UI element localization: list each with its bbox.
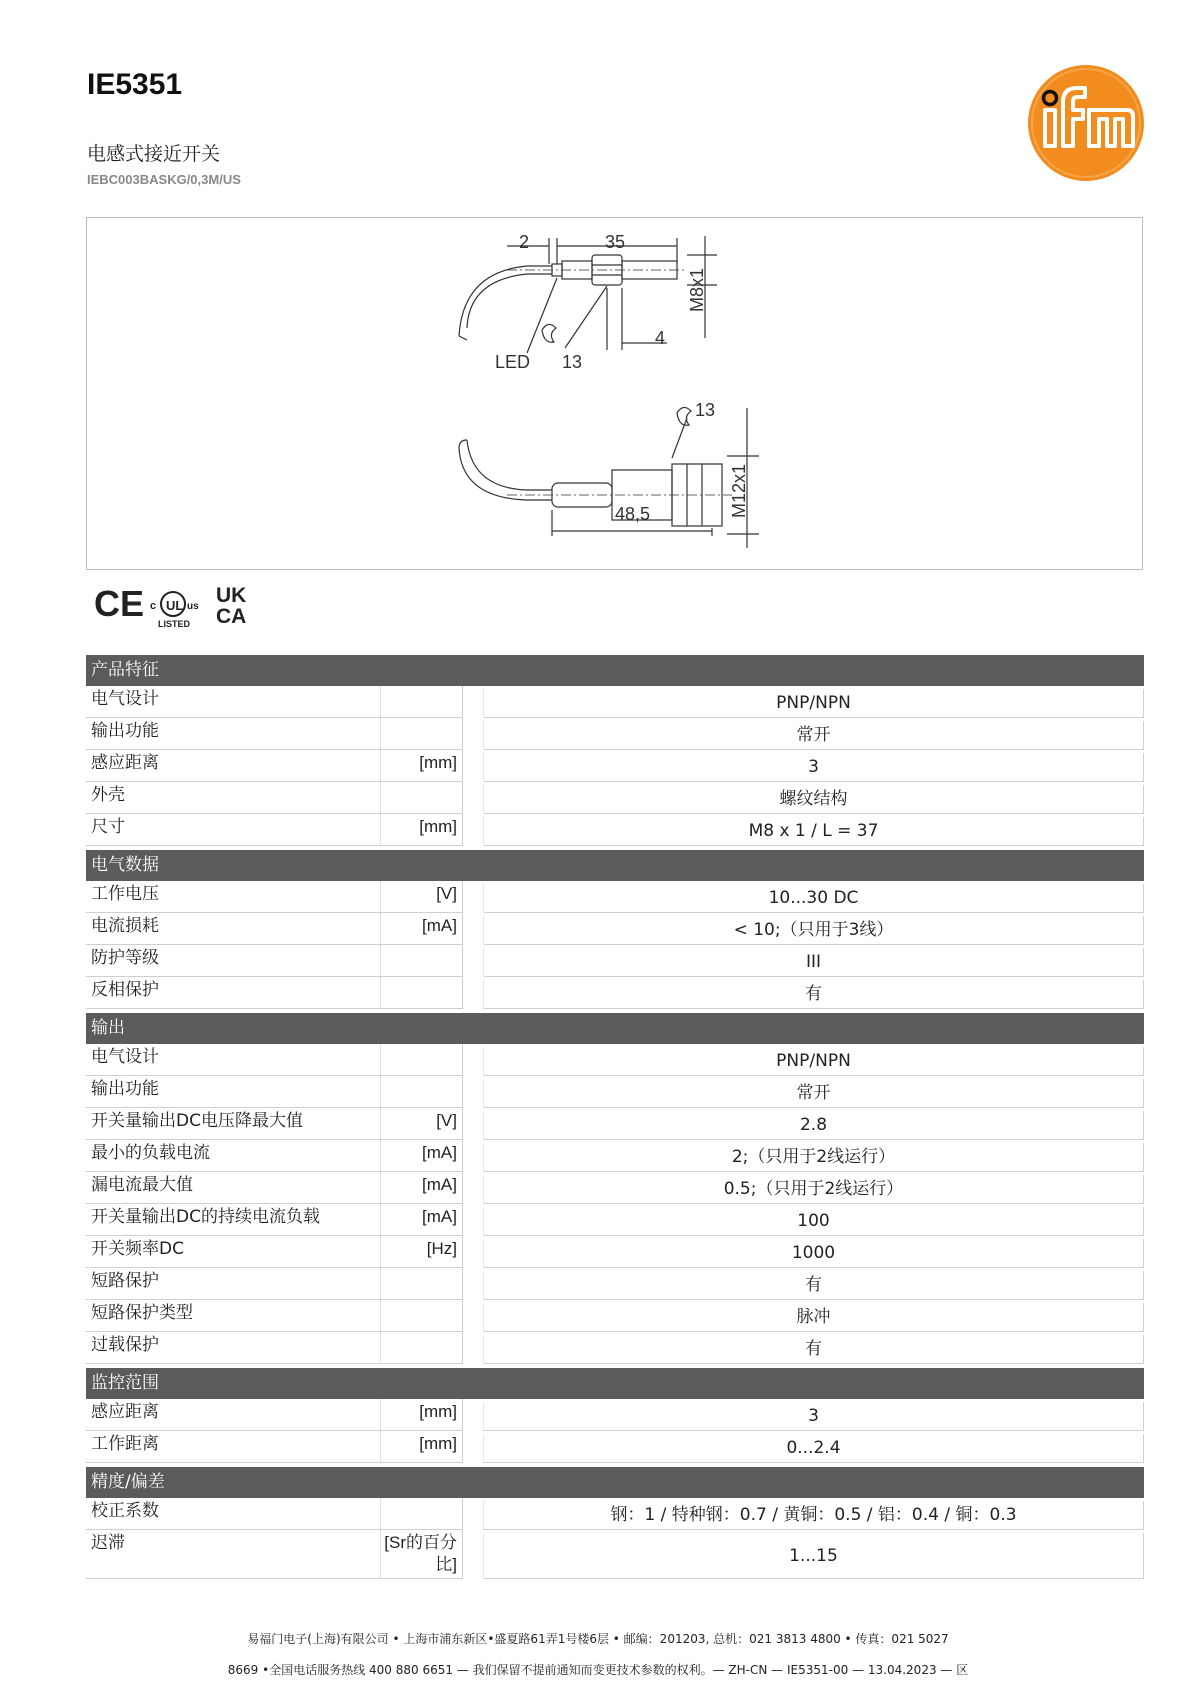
spec-row (86, 782, 1144, 814)
spec-row (86, 1268, 1144, 1300)
spec-gap (463, 782, 483, 814)
spec-gap (463, 1332, 483, 1364)
spec-label: 短路保护类型 (86, 1300, 381, 1332)
spec-value: PNP/NPN (483, 1047, 1144, 1076)
ifm-logo (1027, 64, 1145, 182)
spec-value: III (483, 948, 1144, 977)
specifications-table (86, 655, 1144, 1579)
spec-gap (463, 1076, 483, 1108)
spec-unit (381, 1332, 463, 1364)
spec-gap (463, 1172, 483, 1204)
section-header: 产品特征 (86, 655, 1144, 686)
spec-row (86, 945, 1144, 977)
spec-label: 短路保护 (86, 1268, 381, 1300)
spec-row (86, 718, 1144, 750)
spec-label: 工作距离 (86, 1431, 381, 1463)
section-header: 监控范围 (86, 1368, 1144, 1399)
led-label: LED (495, 352, 531, 372)
spec-label: 输出功能 (86, 718, 381, 750)
spec-gap (463, 945, 483, 977)
spec-unit: [mA] (381, 913, 463, 945)
spec-row (86, 1172, 1144, 1204)
spec-gap (463, 1399, 483, 1431)
section-header: 电气数据 (86, 850, 1144, 881)
spec-row (86, 881, 1144, 913)
spec-unit: [V] (381, 881, 463, 913)
spec-unit: [mm] (381, 1431, 463, 1463)
spec-row (86, 913, 1144, 945)
product-subtitle: 电感式接近开关 (87, 143, 221, 165)
spec-unit: [mm] (381, 750, 463, 782)
spec-value: 有 (483, 980, 1144, 1009)
footer-legal: 8669 •全国电话服务热线 400 880 6651 — 我们保留不提前通知而变更技术参数的权利。— ZH-CN — IE5351-00 — 13.04.2023 — 区 (227, 1663, 969, 1677)
spec-row (86, 814, 1144, 846)
section-header: 精度/偏差 (86, 1467, 1144, 1498)
spec-gap (463, 913, 483, 945)
spec-value: 常开 (483, 1079, 1144, 1108)
spec-value: 10...30 DC (483, 884, 1144, 913)
spec-label: 最小的负载电流 (86, 1140, 381, 1172)
spec-label: 防护等级 (86, 945, 381, 977)
spec-unit (381, 1300, 463, 1332)
spec-gap (463, 686, 483, 718)
spec-unit (381, 1044, 463, 1076)
spec-value: 0...2.4 (483, 1434, 1144, 1463)
spec-value: 钢：1 / 特种钢：0.7 / 黄铜：0.5 / 铝：0.4 / 铜：0.3 (483, 1501, 1144, 1530)
spec-value: 2;（只用于2线运行） (483, 1143, 1144, 1172)
spec-value: 2.8 (483, 1111, 1144, 1140)
spec-unit (381, 945, 463, 977)
spec-row (86, 1140, 1144, 1172)
spec-gap (463, 1530, 483, 1579)
dim-2-label: 2 (519, 232, 530, 252)
svg-text:UL: UL (166, 598, 184, 613)
product-title: IE5351 (87, 68, 183, 101)
spec-row (86, 1236, 1144, 1268)
spec-unit (381, 686, 463, 718)
spec-label: 电流损耗 (86, 913, 381, 945)
spec-unit: [mA] (381, 1140, 463, 1172)
ce-mark: CE (94, 583, 145, 624)
spec-gap (463, 1431, 483, 1463)
spec-gap (463, 1236, 483, 1268)
spec-row (86, 1204, 1144, 1236)
spec-gap (463, 1108, 483, 1140)
spec-gap (463, 1140, 483, 1172)
wrench-13-bottom-label: 13 (695, 400, 716, 420)
spec-label: 开关频率DC (86, 1236, 381, 1268)
spec-gap (463, 1498, 483, 1530)
spec-gap (463, 1044, 483, 1076)
article-number: IEBC003BASKG/0,3M/US (87, 172, 241, 187)
spec-gap (463, 750, 483, 782)
spec-value: 1000 (483, 1239, 1144, 1268)
dim-m8-label: M8x1 (687, 267, 707, 312)
spec-row (86, 686, 1144, 718)
spec-unit (381, 1076, 463, 1108)
spec-unit: [mA] (381, 1204, 463, 1236)
spec-label: 感应距离 (86, 1399, 381, 1431)
spec-row (86, 1108, 1144, 1140)
spec-row (86, 1332, 1144, 1364)
spec-unit: [mm] (381, 1399, 463, 1431)
spec-label: 电气设计 (86, 686, 381, 718)
spec-unit: [mA] (381, 1172, 463, 1204)
spec-label: 迟滞 (86, 1530, 381, 1579)
spec-gap (463, 718, 483, 750)
dim-4-label: 4 (655, 328, 666, 348)
spec-label: 感应距离 (86, 750, 381, 782)
spec-gap (463, 1204, 483, 1236)
spec-gap (463, 1268, 483, 1300)
spec-value: 螺纹结构 (483, 785, 1144, 814)
spec-unit (381, 718, 463, 750)
spec-label: 工作电压 (86, 881, 381, 913)
spec-unit: [mm] (381, 814, 463, 846)
spec-gap (463, 881, 483, 913)
section-header: 输出 (86, 1013, 1144, 1044)
spec-value: 3 (483, 753, 1144, 782)
spec-unit: [V] (381, 1108, 463, 1140)
spec-row (86, 750, 1144, 782)
spec-label: 开关量输出DC的持续电流负载 (86, 1204, 381, 1236)
spec-row (86, 977, 1144, 1009)
spec-row (86, 1300, 1144, 1332)
dim-m12-label: M12x1 (729, 463, 749, 518)
spec-value: 1...15 (483, 1533, 1144, 1579)
spec-value: 有 (483, 1271, 1144, 1300)
spec-row (86, 1076, 1144, 1108)
spec-value: M8 x 1 / L = 37 (483, 817, 1144, 846)
spec-value: PNP/NPN (483, 689, 1144, 718)
spec-value: 100 (483, 1207, 1144, 1236)
dim-35-label: 35 (605, 232, 626, 252)
spec-gap (463, 1300, 483, 1332)
spec-unit (381, 977, 463, 1009)
ukca-top: UK (216, 584, 247, 607)
spec-value: 脉冲 (483, 1303, 1144, 1332)
sensor-drawing-svg (87, 218, 1142, 569)
spec-label: 电气设计 (86, 1044, 381, 1076)
spec-label: 漏电流最大值 (86, 1172, 381, 1204)
spec-row (86, 1044, 1144, 1076)
spec-value: < 10;（只用于3线） (483, 916, 1144, 945)
spec-unit (381, 1498, 463, 1530)
spec-label: 反相保护 (86, 977, 381, 1009)
spec-unit (381, 782, 463, 814)
spec-label: 校正系数 (86, 1498, 381, 1530)
spec-label: 尺寸 (86, 814, 381, 846)
dim-48-5-label: 48,5 (615, 504, 651, 524)
spec-label: 外壳 (86, 782, 381, 814)
ul-listed-label: LISTED (158, 619, 191, 629)
spec-row (86, 1530, 1144, 1579)
spec-gap (463, 814, 483, 846)
spec-gap (463, 977, 483, 1009)
ul-us-label: us (187, 601, 199, 612)
footer-address: 易福门电子(上海)有限公司 • 上海市浦东新区•盛夏路61弄1号楼6层 • 邮编：201203, 总机：021 3813 4800 • 传真：021 5027 (247, 1632, 949, 1646)
spec-label: 过载保护 (86, 1332, 381, 1364)
spec-value: 常开 (483, 721, 1144, 750)
wrench-13-top-label: 13 (562, 352, 583, 372)
spec-row (86, 1498, 1144, 1530)
spec-label: 输出功能 (86, 1076, 381, 1108)
spec-unit: [Sr的百分比] (381, 1530, 463, 1579)
spec-row (86, 1399, 1144, 1431)
spec-value: 3 (483, 1402, 1144, 1431)
spec-row (86, 1431, 1144, 1463)
spec-value: 有 (483, 1335, 1144, 1364)
spec-unit (381, 1268, 463, 1300)
dimension-drawing (86, 217, 1143, 570)
spec-value: 0.5;（只用于2线运行） (483, 1175, 1144, 1204)
spec-unit: [Hz] (381, 1236, 463, 1268)
spec-label: 开关量输出DC电压降最大值 (86, 1108, 381, 1140)
certification-marks (92, 580, 262, 630)
ul-c-label: c (150, 600, 157, 612)
ukca-bottom: CA (216, 605, 247, 628)
